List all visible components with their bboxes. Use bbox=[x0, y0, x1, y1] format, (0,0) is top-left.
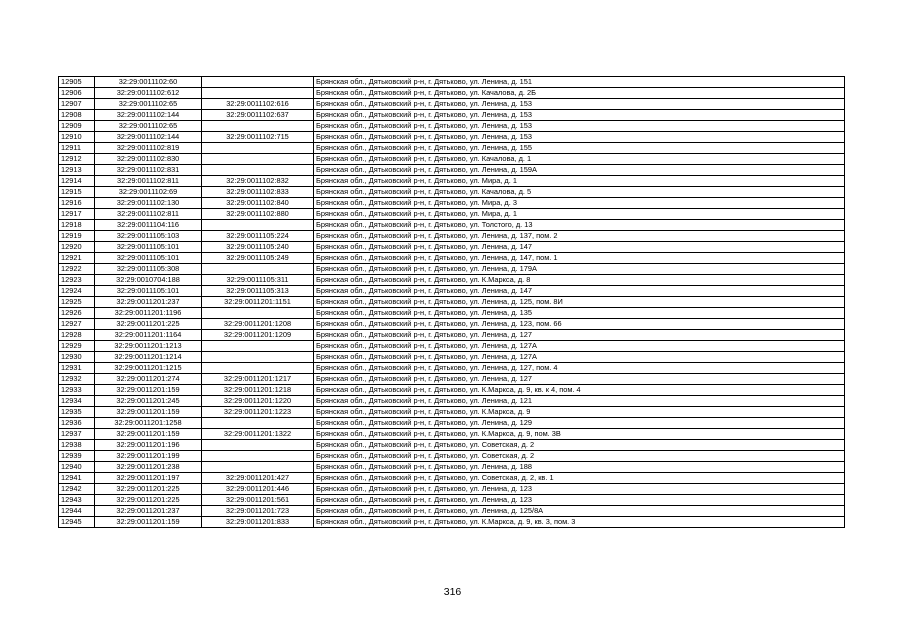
address-cell: Брянская обл., Дятьковский р-н, г. Дятьково, ул. Ленина, д. 188 bbox=[314, 462, 845, 473]
parent-cadastral-number-cell: 32:29:0011102:832 bbox=[202, 176, 314, 187]
cadastral-number-cell: 32:29:0011201:1213 bbox=[95, 341, 202, 352]
parent-cadastral-number-cell bbox=[202, 121, 314, 132]
cadastral-number-cell: 32:29:0011201:159 bbox=[95, 517, 202, 528]
parent-cadastral-number-cell: 32:29:0011105:313 bbox=[202, 286, 314, 297]
parent-cadastral-number-cell: 32:29:0011102:880 bbox=[202, 209, 314, 220]
cadastral-number-cell: 32:29:0011201:199 bbox=[95, 451, 202, 462]
cadastral-number-cell: 32:29:0011102:60 bbox=[95, 77, 202, 88]
cadastral-number-cell: 32:29:0011102:144 bbox=[95, 132, 202, 143]
table-row bbox=[59, 143, 845, 154]
table-row bbox=[59, 385, 845, 396]
table-row bbox=[59, 319, 845, 330]
row-number-cell: 12945 bbox=[59, 517, 95, 528]
cadastral-number-cell: 32:29:0011201:1258 bbox=[95, 418, 202, 429]
cadastral-number-cell: 32:29:0011102:612 bbox=[95, 88, 202, 99]
table-row bbox=[59, 484, 845, 495]
cadastral-number-cell: 32:29:0011102:144 bbox=[95, 110, 202, 121]
table-row bbox=[59, 297, 845, 308]
table-row bbox=[59, 473, 845, 484]
table-row bbox=[59, 242, 845, 253]
parent-cadastral-number-cell bbox=[202, 451, 314, 462]
cadastral-number-cell: 32:29:0011102:65 bbox=[95, 99, 202, 110]
address-cell: Брянская обл., Дятьковский р-н, г. Дятьково, ул. Ленина, д. 125/8А bbox=[314, 506, 845, 517]
parent-cadastral-number-cell: 32:29:0011201:561 bbox=[202, 495, 314, 506]
cadastral-number-cell: 32:29:0011105:101 bbox=[95, 242, 202, 253]
address-cell: Брянская обл., Дятьковский р-н, г. Дятьково, ул. Ленина, д. 153 bbox=[314, 99, 845, 110]
table-row bbox=[59, 264, 845, 275]
cadastral-number-cell: 32:29:0011201:225 bbox=[95, 319, 202, 330]
cadastral-number-cell: 32:29:0011201:159 bbox=[95, 429, 202, 440]
row-number-cell: 12929 bbox=[59, 341, 95, 352]
address-cell: Брянская обл., Дятьковский р-н, г. Дятьково, ул. Ленина, д. 123, пом. 66 bbox=[314, 319, 845, 330]
row-number-cell: 12931 bbox=[59, 363, 95, 374]
parent-cadastral-number-cell bbox=[202, 462, 314, 473]
cadastral-number-cell: 32:29:0011102:69 bbox=[95, 187, 202, 198]
address-cell: Брянская обл., Дятьковский р-н, г. Дятьково, ул. Ленина, д. 153 bbox=[314, 121, 845, 132]
parent-cadastral-number-cell: 32:29:0011102:840 bbox=[202, 198, 314, 209]
table-row bbox=[59, 275, 845, 286]
address-cell: Брянская обл., Дятьковский р-н, г. Дятьково, ул. Ленина, д. 147, пом. 1 bbox=[314, 253, 845, 264]
parent-cadastral-number-cell bbox=[202, 440, 314, 451]
address-cell: Брянская обл., Дятьковский р-н, г. Дятьково, ул. Ленина, д. 155 bbox=[314, 143, 845, 154]
table-row bbox=[59, 308, 845, 319]
table-row bbox=[59, 440, 845, 451]
table-row bbox=[59, 330, 845, 341]
cadastral-number-cell: 32:29:0011201:237 bbox=[95, 297, 202, 308]
cadastral-number-cell: 32:29:0011201:196 bbox=[95, 440, 202, 451]
row-number-cell: 12924 bbox=[59, 286, 95, 297]
table-row bbox=[59, 286, 845, 297]
address-cell: Брянская обл., Дятьковский р-н, г. Дятьково, ул. Качалова, д. 5 bbox=[314, 187, 845, 198]
row-number-cell: 12915 bbox=[59, 187, 95, 198]
address-cell: Брянская обл., Дятьковский р-н, г. Дятьково, ул. Ленина, д. 127А bbox=[314, 352, 845, 363]
parent-cadastral-number-cell: 32:29:0011201:1217 bbox=[202, 374, 314, 385]
parent-cadastral-number-cell bbox=[202, 165, 314, 176]
table-row bbox=[59, 462, 845, 473]
parent-cadastral-number-cell bbox=[202, 88, 314, 99]
row-number-cell: 12940 bbox=[59, 462, 95, 473]
parent-cadastral-number-cell: 32:29:0011201:427 bbox=[202, 473, 314, 484]
row-number-cell: 12913 bbox=[59, 165, 95, 176]
parent-cadastral-number-cell: 32:29:0011105:249 bbox=[202, 253, 314, 264]
cadastral-number-cell: 32:29:0011201:197 bbox=[95, 473, 202, 484]
row-number-cell: 12942 bbox=[59, 484, 95, 495]
table-row bbox=[59, 132, 845, 143]
table-row bbox=[59, 517, 845, 528]
table-row bbox=[59, 165, 845, 176]
row-number-cell: 12920 bbox=[59, 242, 95, 253]
table-row bbox=[59, 374, 845, 385]
cadastral-number-cell: 32:29:0011102:811 bbox=[95, 209, 202, 220]
table-row bbox=[59, 231, 845, 242]
address-cell: Брянская обл., Дятьковский р-н, г. Дятьково, ул. Мира, д. 3 bbox=[314, 198, 845, 209]
cadastral-number-cell: 32:29:0011102:811 bbox=[95, 176, 202, 187]
address-cell: Брянская обл., Дятьковский р-н, г. Дятьково, ул. Ленина, д. 127 bbox=[314, 330, 845, 341]
parent-cadastral-number-cell: 32:29:0011201:1218 bbox=[202, 385, 314, 396]
row-number-cell: 12923 bbox=[59, 275, 95, 286]
table-row bbox=[59, 352, 845, 363]
table-row bbox=[59, 407, 845, 418]
cadastral-number-cell: 32:29:0011201:159 bbox=[95, 407, 202, 418]
address-cell: Брянская обл., Дятьковский р-н, г. Дятьково, ул. Ленина, д. 137, пом. 2 bbox=[314, 231, 845, 242]
registry-table bbox=[58, 76, 845, 528]
cadastral-number-cell: 32:29:0011201:245 bbox=[95, 396, 202, 407]
table-row bbox=[59, 418, 845, 429]
parent-cadastral-number-cell: 32:29:0011102:616 bbox=[202, 99, 314, 110]
table-row bbox=[59, 506, 845, 517]
row-number-cell: 12935 bbox=[59, 407, 95, 418]
row-number-cell: 12917 bbox=[59, 209, 95, 220]
row-number-cell: 12936 bbox=[59, 418, 95, 429]
address-cell: Брянская обл., Дятьковский р-н, г. Дятьково, ул. Ленина, д. 127А bbox=[314, 341, 845, 352]
row-number-cell: 12938 bbox=[59, 440, 95, 451]
address-cell: Брянская обл., Дятьковский р-н, г. Дятьково, ул. Качалова, д. 2Б bbox=[314, 88, 845, 99]
address-cell: Брянская обл., Дятьковский р-н, г. Дятьково, ул. Ленина, д. 159А bbox=[314, 165, 845, 176]
cadastral-number-cell: 32:29:0011201:1214 bbox=[95, 352, 202, 363]
row-number-cell: 12939 bbox=[59, 451, 95, 462]
registry-table-body bbox=[59, 77, 845, 528]
row-number-cell: 12932 bbox=[59, 374, 95, 385]
table-row bbox=[59, 396, 845, 407]
row-number-cell: 12912 bbox=[59, 154, 95, 165]
row-number-cell: 12919 bbox=[59, 231, 95, 242]
parent-cadastral-number-cell: 32:29:0011105:224 bbox=[202, 231, 314, 242]
row-number-cell: 12930 bbox=[59, 352, 95, 363]
address-cell: Брянская обл., Дятьковский р-н, г. Дятьково, ул. Мира, д. 1 bbox=[314, 176, 845, 187]
parent-cadastral-number-cell: 32:29:0011105:240 bbox=[202, 242, 314, 253]
table-row bbox=[59, 253, 845, 264]
row-number-cell: 12926 bbox=[59, 308, 95, 319]
row-number-cell: 12916 bbox=[59, 198, 95, 209]
row-number-cell: 12933 bbox=[59, 385, 95, 396]
parent-cadastral-number-cell: 32:29:0011201:1322 bbox=[202, 429, 314, 440]
address-cell: Брянская обл., Дятьковский р-н, г. Дятьково, ул. Ленина, д. 153 bbox=[314, 110, 845, 121]
table-row bbox=[59, 209, 845, 220]
row-number-cell: 12905 bbox=[59, 77, 95, 88]
cadastral-number-cell: 32:29:0011201:1164 bbox=[95, 330, 202, 341]
row-number-cell: 12914 bbox=[59, 176, 95, 187]
cadastral-number-cell: 32:29:0011102:830 bbox=[95, 154, 202, 165]
address-cell: Брянская обл., Дятьковский р-н, г. Дятьково, ул. К.Маркса, д. 9, кв. к 4, пом. 4 bbox=[314, 385, 845, 396]
parent-cadastral-number-cell bbox=[202, 341, 314, 352]
address-cell: Брянская обл., Дятьковский р-н, г. Дятьково, ул. Ленина, д. 129 bbox=[314, 418, 845, 429]
address-cell: Брянская обл., Дятьковский р-н, г. Дятьково, ул. Мира, д. 1 bbox=[314, 209, 845, 220]
parent-cadastral-number-cell: 32:29:0011201:1208 bbox=[202, 319, 314, 330]
table-row bbox=[59, 451, 845, 462]
address-cell: Брянская обл., Дятьковский р-н, г. Дятьково, ул. Ленина, д. 179А bbox=[314, 264, 845, 275]
table-row bbox=[59, 77, 845, 88]
table-row bbox=[59, 121, 845, 132]
row-number-cell: 12906 bbox=[59, 88, 95, 99]
row-number-cell: 12922 bbox=[59, 264, 95, 275]
address-cell: Брянская обл., Дятьковский р-н, г. Дятьково, ул. Ленина, д. 151 bbox=[314, 77, 845, 88]
address-cell: Брянская обл., Дятьковский р-н, г. Дятьково, ул. Ленина, д. 123 bbox=[314, 484, 845, 495]
address-cell: Брянская обл., Дятьковский р-н, г. Дятьково, ул. Ленина, д. 127, пом. 4 bbox=[314, 363, 845, 374]
address-cell: Брянская обл., Дятьковский р-н, г. Дятьково, ул. Советская, д. 2 bbox=[314, 451, 845, 462]
row-number-cell: 12921 bbox=[59, 253, 95, 264]
cadastral-number-cell: 32:29:0011201:159 bbox=[95, 385, 202, 396]
row-number-cell: 12943 bbox=[59, 495, 95, 506]
cadastral-number-cell: 32:29:0011105:101 bbox=[95, 253, 202, 264]
table-row bbox=[59, 187, 845, 198]
cadastral-number-cell: 32:29:0011105:308 bbox=[95, 264, 202, 275]
address-cell: Брянская обл., Дятьковский р-н, г. Дятьково, ул. Ленина, д. 123 bbox=[314, 495, 845, 506]
address-cell: Брянская обл., Дятьковский р-н, г. Дятьково, ул. К.Маркса, д. 9 bbox=[314, 407, 845, 418]
row-number-cell: 12918 bbox=[59, 220, 95, 231]
row-number-cell: 12909 bbox=[59, 121, 95, 132]
address-cell: Брянская обл., Дятьковский р-н, г. Дятьково, ул. Ленина, д. 121 bbox=[314, 396, 845, 407]
table-row bbox=[59, 176, 845, 187]
parent-cadastral-number-cell: 32:29:0011201:1209 bbox=[202, 330, 314, 341]
address-cell: Брянская обл., Дятьковский р-н, г. Дятьково, ул. Советская, д. 2 bbox=[314, 440, 845, 451]
address-cell: Брянская обл., Дятьковский р-н, г. Дятьково, ул. К.Маркса, д. 8 bbox=[314, 275, 845, 286]
parent-cadastral-number-cell: 32:29:0011201:833 bbox=[202, 517, 314, 528]
row-number-cell: 12927 bbox=[59, 319, 95, 330]
row-number-cell: 12941 bbox=[59, 473, 95, 484]
address-cell: Брянская обл., Дятьковский р-н, г. Дятьково, ул. Советская, д. 2, кв. 1 bbox=[314, 473, 845, 484]
page-number: 316 bbox=[443, 586, 462, 598]
table-row bbox=[59, 363, 845, 374]
parent-cadastral-number-cell bbox=[202, 352, 314, 363]
row-number-cell: 12908 bbox=[59, 110, 95, 121]
cadastral-number-cell: 32:29:0011104:116 bbox=[95, 220, 202, 231]
cadastral-number-cell: 32:29:0011201:274 bbox=[95, 374, 202, 385]
table-row bbox=[59, 88, 845, 99]
parent-cadastral-number-cell: 32:29:0011102:637 bbox=[202, 110, 314, 121]
cadastral-number-cell: 32:29:0011102:130 bbox=[95, 198, 202, 209]
table-row bbox=[59, 341, 845, 352]
parent-cadastral-number-cell: 32:29:0011102:715 bbox=[202, 132, 314, 143]
row-number-cell: 12911 bbox=[59, 143, 95, 154]
table-row bbox=[59, 110, 845, 121]
parent-cadastral-number-cell bbox=[202, 264, 314, 275]
row-number-cell: 12910 bbox=[59, 132, 95, 143]
parent-cadastral-number-cell: 32:29:0011201:723 bbox=[202, 506, 314, 517]
parent-cadastral-number-cell bbox=[202, 363, 314, 374]
parent-cadastral-number-cell: 32:29:0011201:446 bbox=[202, 484, 314, 495]
cadastral-number-cell: 32:29:0011102:831 bbox=[95, 165, 202, 176]
cadastral-number-cell: 32:29:0011201:225 bbox=[95, 495, 202, 506]
table-row bbox=[59, 154, 845, 165]
cadastral-number-cell: 32:29:0011102:65 bbox=[95, 121, 202, 132]
cadastral-number-cell: 32:29:0011201:1196 bbox=[95, 308, 202, 319]
address-cell: Брянская обл., Дятьковский р-н, г. Дятьково, ул. Ленина, д. 135 bbox=[314, 308, 845, 319]
address-cell: Брянская обл., Дятьковский р-н, г. Дятьково, ул. Качалова, д. 1 bbox=[314, 154, 845, 165]
table-row bbox=[59, 495, 845, 506]
cadastral-number-cell: 32:29:0011102:819 bbox=[95, 143, 202, 154]
parent-cadastral-number-cell: 32:29:0011201:1151 bbox=[202, 297, 314, 308]
parent-cadastral-number-cell bbox=[202, 220, 314, 231]
table-row bbox=[59, 429, 845, 440]
parent-cadastral-number-cell: 32:29:0011102:833 bbox=[202, 187, 314, 198]
cadastral-number-cell: 32:29:0011201:237 bbox=[95, 506, 202, 517]
table-row bbox=[59, 220, 845, 231]
address-cell: Брянская обл., Дятьковский р-н, г. Дятьково, ул. Ленина, д. 125, пом. 8И bbox=[314, 297, 845, 308]
address-cell: Брянская обл., Дятьковский р-н, г. Дятьково, ул. Ленина, д. 127 bbox=[314, 374, 845, 385]
row-number-cell: 12925 bbox=[59, 297, 95, 308]
address-cell: Брянская обл., Дятьковский р-н, г. Дятьково, ул. К.Маркса, д. 9, пом. 3В bbox=[314, 429, 845, 440]
parent-cadastral-number-cell: 32:29:0011201:1223 bbox=[202, 407, 314, 418]
row-number-cell: 12934 bbox=[59, 396, 95, 407]
parent-cadastral-number-cell bbox=[202, 308, 314, 319]
table-row bbox=[59, 198, 845, 209]
table-row bbox=[59, 99, 845, 110]
parent-cadastral-number-cell bbox=[202, 77, 314, 88]
cadastral-number-cell: 32:29:0011105:101 bbox=[95, 286, 202, 297]
cadastral-number-cell: 32:29:0011201:225 bbox=[95, 484, 202, 495]
cadastral-number-cell: 32:29:0011201:1215 bbox=[95, 363, 202, 374]
parent-cadastral-number-cell bbox=[202, 154, 314, 165]
cadastral-number-cell: 32:29:0011201:238 bbox=[95, 462, 202, 473]
parent-cadastral-number-cell bbox=[202, 418, 314, 429]
row-number-cell: 12937 bbox=[59, 429, 95, 440]
row-number-cell: 12907 bbox=[59, 99, 95, 110]
cadastral-number-cell: 32:29:0011105:103 bbox=[95, 231, 202, 242]
address-cell: Брянская обл., Дятьковский р-н, г. Дятьково, ул. Ленина, д. 147 bbox=[314, 242, 845, 253]
address-cell: Брянская обл., Дятьковский р-н, г. Дятьково, ул. Ленина, д. 147 bbox=[314, 286, 845, 297]
parent-cadastral-number-cell: 32:29:0011105:311 bbox=[202, 275, 314, 286]
address-cell: Брянская обл., Дятьковский р-н, г. Дятьково, ул. К.Маркса, д. 9, кв. 3, пом. 3 bbox=[314, 517, 845, 528]
parent-cadastral-number-cell bbox=[202, 143, 314, 154]
cadastral-number-cell: 32:29:0010704:188 bbox=[95, 275, 202, 286]
row-number-cell: 12928 bbox=[59, 330, 95, 341]
parent-cadastral-number-cell: 32:29:0011201:1220 bbox=[202, 396, 314, 407]
address-cell: Брянская обл., Дятьковский р-н, г. Дятьково, ул. Ленина, д. 153 bbox=[314, 132, 845, 143]
address-cell: Брянская обл., Дятьковский р-н, г. Дятьково, ул. Толстого, д. 13 bbox=[314, 220, 845, 231]
row-number-cell: 12944 bbox=[59, 506, 95, 517]
